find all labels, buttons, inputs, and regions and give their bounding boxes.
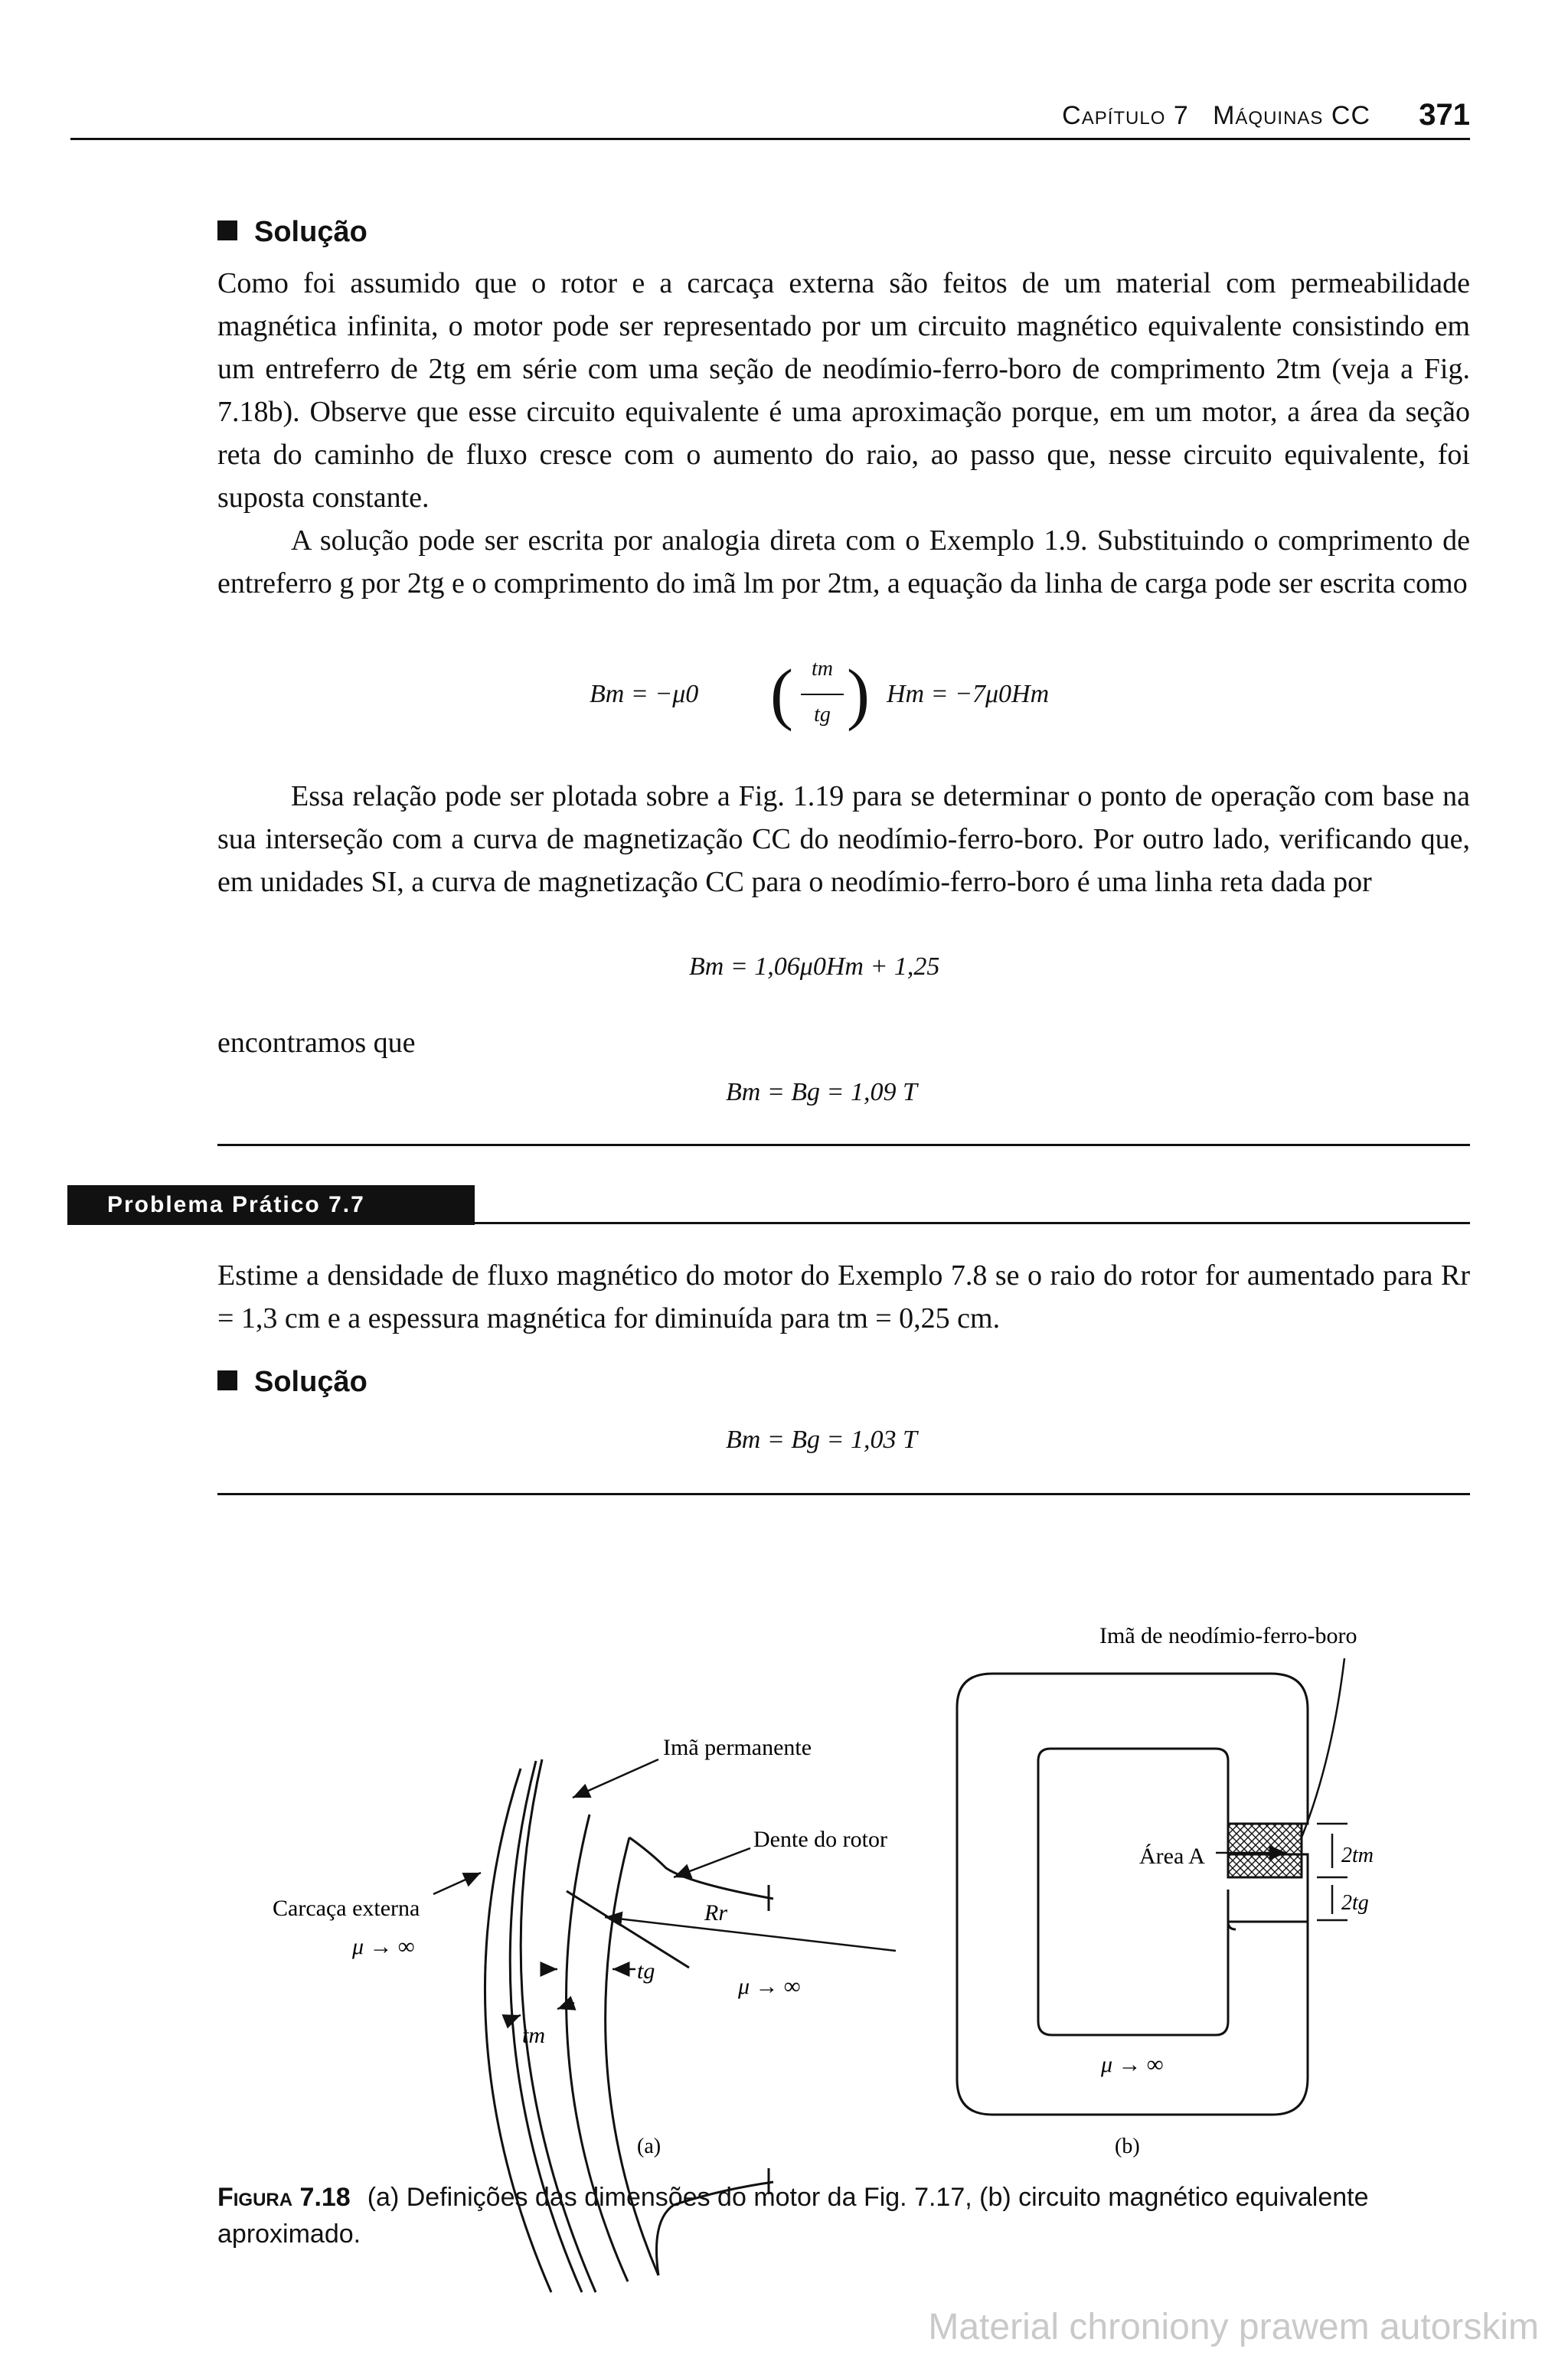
tooth-pointer xyxy=(674,1848,750,1877)
magnet-pointer xyxy=(573,1759,658,1798)
tm-label: tm xyxy=(522,2023,545,2048)
practice-answer: Bm = Bg = 1,03 T xyxy=(726,1426,917,1454)
tg-label: tg xyxy=(637,1958,655,1984)
paragraph-1: Como foi assumido que o rotor e a carcaça externa são feitos de um material com permeabilidade magnética infinita, o motor pode ser representado por um circuito magnético equivalente consistindo em um entreferro de 2tg em série com uma seção de neodímio-ferro-boro de comprimento 2tm (veja a Fig. 7.18b). Observe que esse circuito equivalente é uma aproximação porque, em um motor, a área da seção reta do caminho de fluxo cresce com o aumento do raio, ao passo que, nesse circuito equivalente, foi suposta constante. xyxy=(217,267,1470,514)
frame-pointer xyxy=(433,1873,481,1894)
core-outer-path xyxy=(957,1674,1308,2115)
fraction-numerator: tm xyxy=(812,657,833,681)
figure-b xyxy=(957,1674,1308,2115)
panel-a-label: (a) xyxy=(637,2135,662,2158)
two-tm-label: 2tm xyxy=(1341,1844,1374,1867)
radius-label: Rr xyxy=(704,1900,727,1926)
panel-b-label: (b) xyxy=(1115,2135,1140,2158)
left-paren: ( xyxy=(770,656,793,732)
core-inner-path xyxy=(1038,1749,1308,2035)
mu-left-label: μ → ∞ xyxy=(352,1934,415,1959)
paragraph-3: Essa relação pode ser plotada sobre a Fig. 1.19 para se determinar o ponto de operação com base na sua interseção com a curva de magnetização CC do neodímio-ferro-boro. Por outro lado, verificando que, em unidades SI, a curva de magnetização CC para o neodímio-ferro-boro é uma linha reta dada por xyxy=(217,780,1470,898)
figure-caption xyxy=(217,2179,1470,2252)
page-number: 371 xyxy=(1419,98,1470,132)
paragraph-4: encontramos que xyxy=(217,1027,416,1059)
radius-arrow xyxy=(605,1917,896,1951)
area-label: Área A xyxy=(1139,1844,1205,1869)
chapter-title: Máquinas CC xyxy=(1213,101,1370,130)
chapter-label: Capítulo 7 xyxy=(1062,101,1189,130)
paragraph-2: A solução pode ser escrita por analogia direta com o Exemplo 1.9. Substituindo o comprimento de entreferro g por 2tg e o comprimento do imã lm por 2tm, a equação da linha de carga pode ser escrita como xyxy=(217,524,1470,599)
equation-result: Bm = Bg = 1,09 T xyxy=(726,1078,917,1106)
practice-solution-text: Solução xyxy=(254,1366,368,1398)
magnet-block xyxy=(1228,1824,1302,1877)
practice-problem-text: Estime a densidade de fluxo magnético do motor do Exemplo 7.8 se o raio do rotor for aumentado para Rr = 1,3 cm e a espessura magnética for diminuída para tm = 0,25 cm. xyxy=(217,1259,1470,1334)
practice-problem-banner: Problema Prático 7.7 xyxy=(67,1185,475,1225)
mu-b-label: μ → ∞ xyxy=(1101,2052,1164,2077)
magnet-label: Imã de neodímio-ferro-boro xyxy=(1099,1623,1357,1648)
equation-1-rhs: Hm = −7μ0Hm xyxy=(887,680,1050,708)
right-paren: ) xyxy=(847,656,870,732)
fraction-denominator: tg xyxy=(814,703,831,727)
rotor-tooth-label: Dente do rotor xyxy=(753,1827,887,1852)
copyright-watermark: Material chroniony prawem autorskim xyxy=(928,2307,1539,2347)
figure-caption-text: (a) Definições das dimensões do motor da Fig. 7.17, (b) circuito magnético equivalente aproximado. xyxy=(217,2183,1369,2249)
outer-frame-label: Carcaça externa xyxy=(273,1896,420,1921)
two-tg-label: 2tg xyxy=(1341,1891,1369,1915)
figure-caption-label: Figura 7.18 xyxy=(217,2183,351,2212)
rotor-flux-line xyxy=(567,1891,689,1968)
solution-heading-text: Solução xyxy=(254,216,368,248)
permanent-magnet-label: Imã permanente xyxy=(663,1735,812,1760)
equation-magnetization: Bm = 1,06μ0Hm + 1,25 xyxy=(689,952,940,981)
mu-inner-label: μ → ∞ xyxy=(738,1974,801,1999)
rotor-tooth-upper xyxy=(629,1837,773,1899)
equation-1-lhs: Bm = −μ0 xyxy=(590,680,699,708)
